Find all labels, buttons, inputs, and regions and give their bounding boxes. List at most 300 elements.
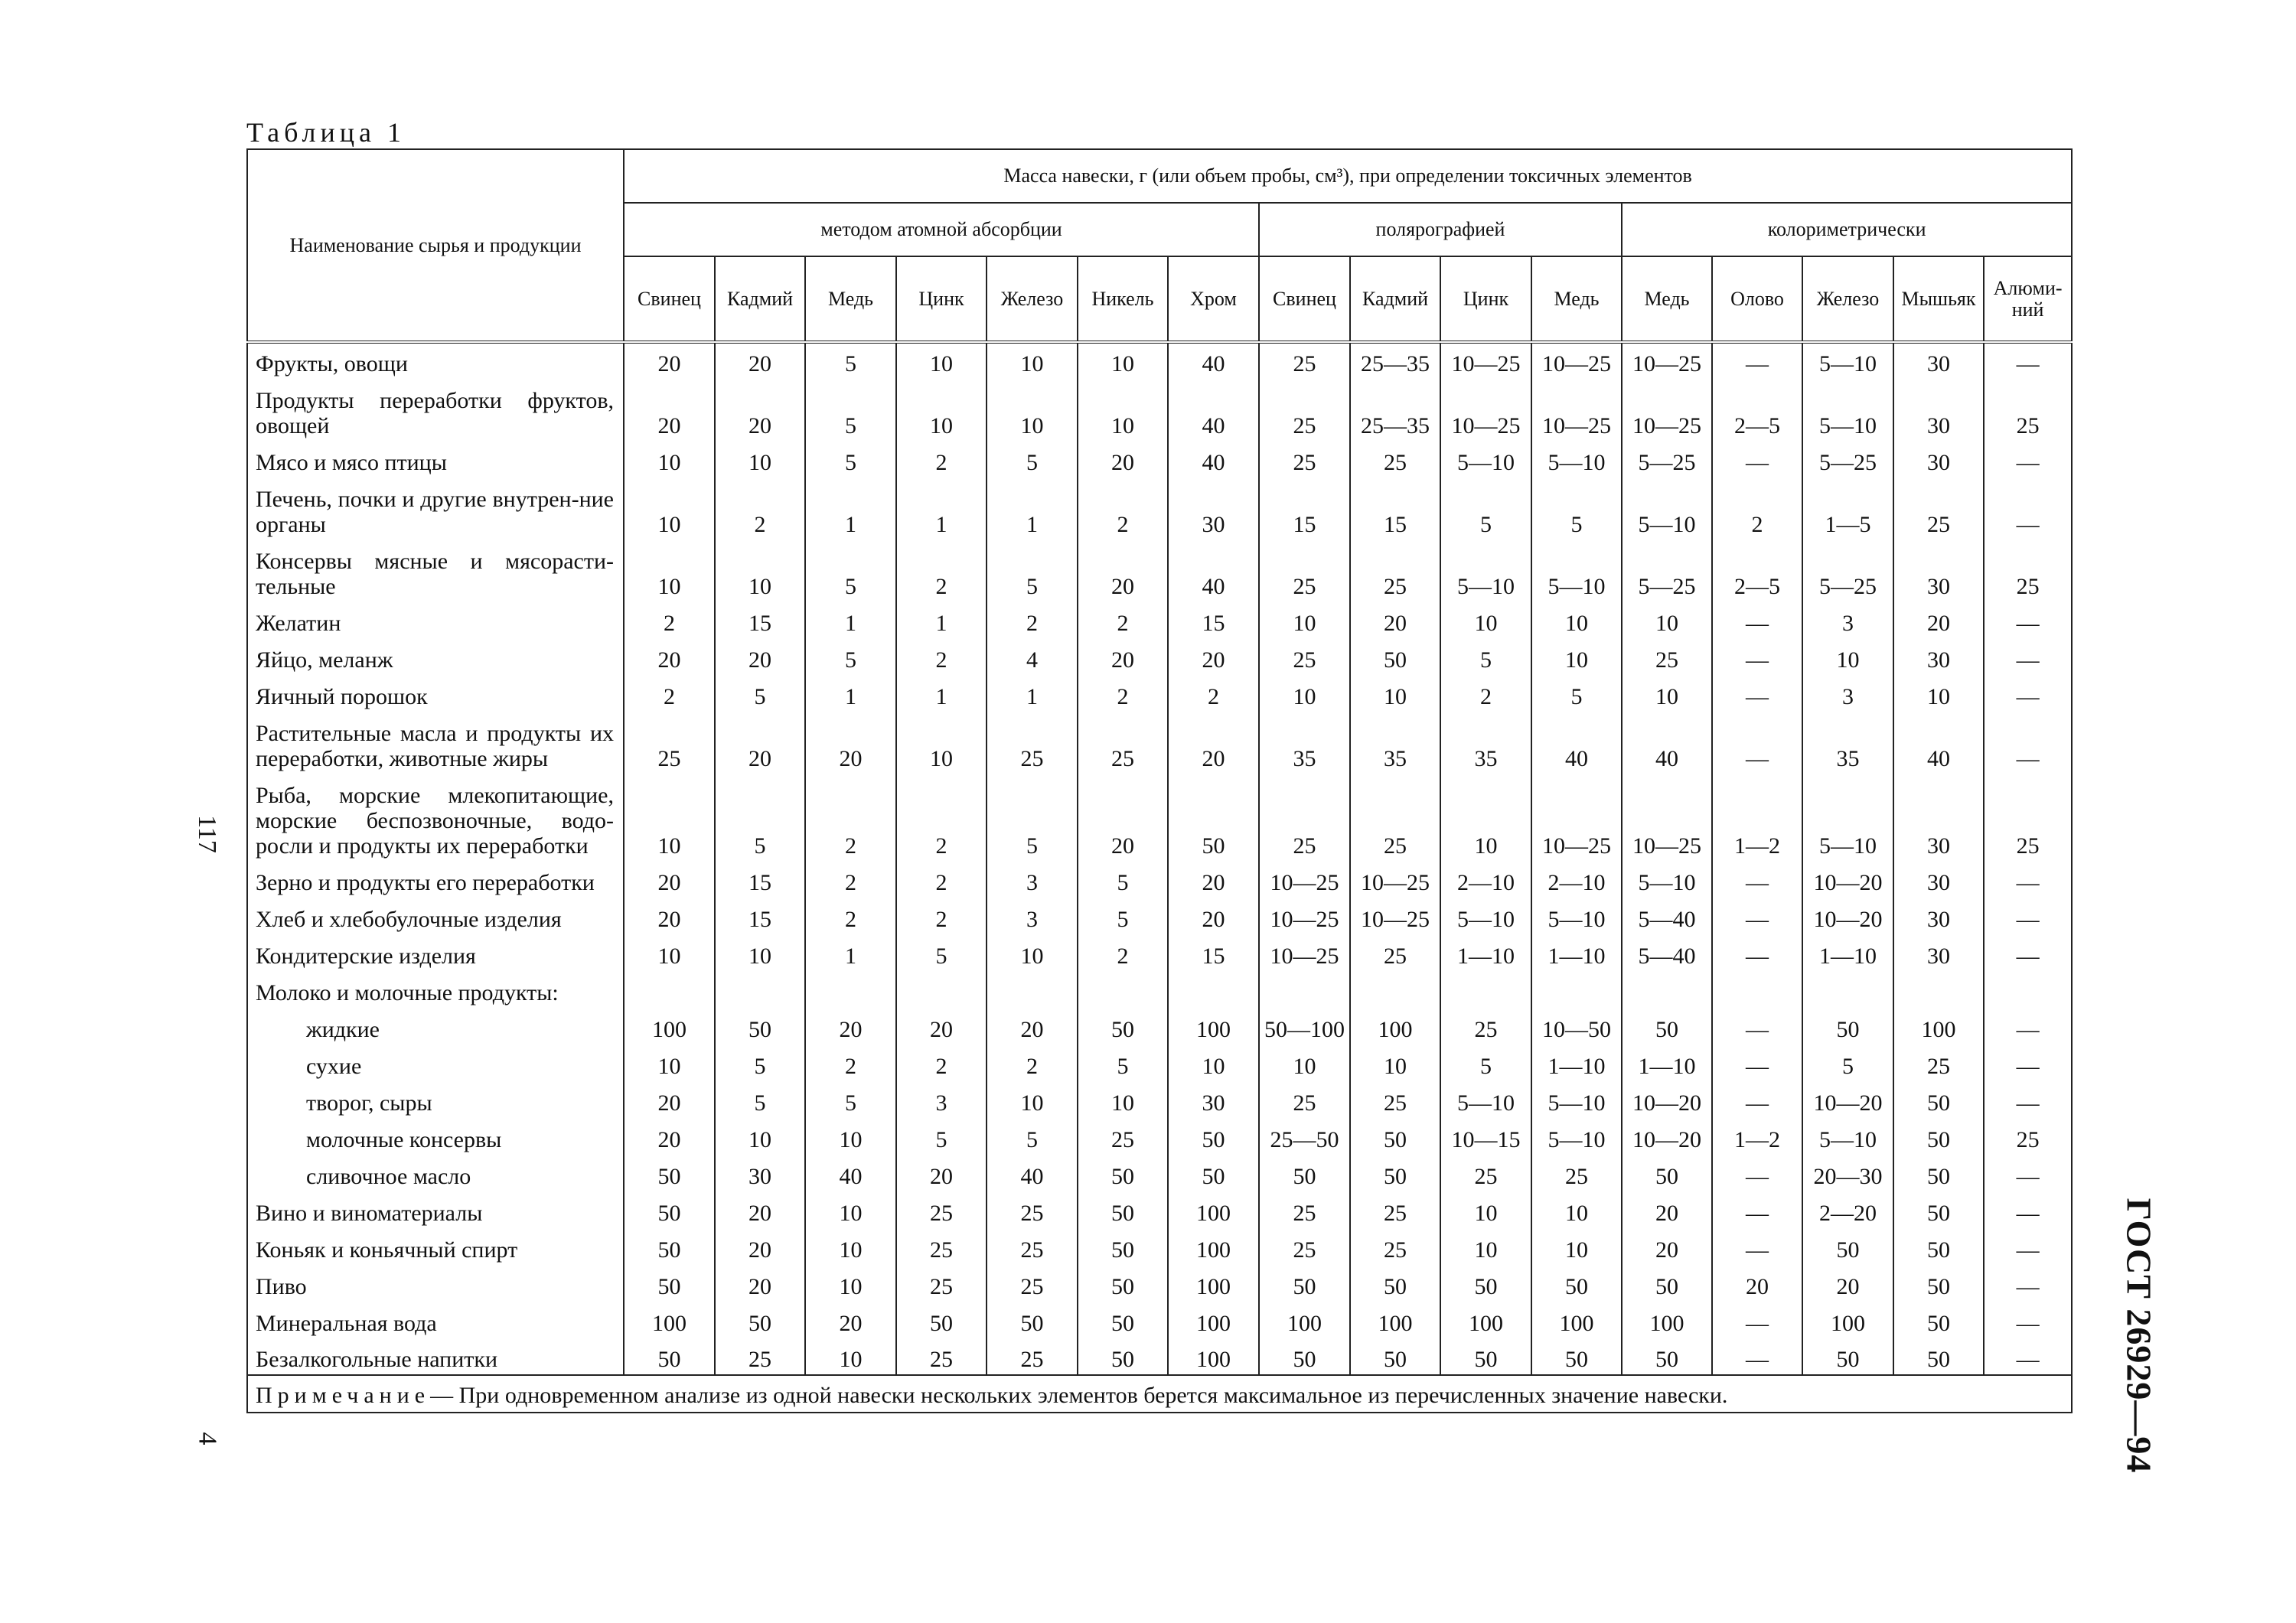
table-cell: 25	[896, 1338, 987, 1375]
table-cell: 100	[1802, 1302, 1893, 1338]
table-cell: 5	[987, 1118, 1078, 1155]
table-cell: 40	[805, 1155, 896, 1191]
row-name: Безалкогольные напитки	[247, 1338, 624, 1375]
table-cell: 10—25	[1531, 379, 1622, 441]
table-cell: 2	[805, 898, 896, 934]
table-cell: 25	[1984, 539, 2072, 601]
table-cell: 20	[715, 1265, 805, 1302]
table-cell: 10—25	[1259, 861, 1350, 898]
table-cell: 25	[624, 712, 715, 774]
table-row	[247, 1338, 2072, 1375]
table-cell: 50	[624, 1228, 715, 1265]
table-cell: 50	[1350, 1118, 1440, 1155]
table-cell: 1—10	[1531, 1045, 1622, 1081]
table-cell: 20	[805, 1008, 896, 1045]
table-cell: 25	[1259, 638, 1350, 675]
table-cell: 25	[987, 1265, 1078, 1302]
table-cell: 2	[896, 441, 987, 477]
table-note	[247, 1375, 2072, 1413]
table-cell: 35	[1802, 712, 1893, 774]
table-cell: 20	[1622, 1228, 1712, 1265]
table-cell: 1—2	[1712, 774, 1802, 861]
table-cell	[1984, 971, 2072, 1008]
table-row	[247, 1228, 2072, 1265]
table-cell: 100	[1168, 1228, 1259, 1265]
table-cell: 20	[896, 1155, 987, 1191]
table-cell: 10	[1259, 601, 1350, 638]
table-cell: 25	[987, 1228, 1078, 1265]
table-cell: 10	[1078, 379, 1168, 441]
table-cell: 10	[805, 1118, 896, 1155]
table-cell: 100	[1168, 1265, 1259, 1302]
header-column: Медь	[1531, 256, 1622, 342]
table-cell: 5	[715, 1045, 805, 1081]
table-cell: 25	[1259, 539, 1350, 601]
table-row	[247, 539, 2072, 601]
table-cell: 10	[1350, 675, 1440, 712]
table-cell: 15	[1350, 477, 1440, 539]
table-cell: 5	[805, 638, 896, 675]
table-cell: 1—10	[1440, 934, 1531, 971]
table-cell: 10—15	[1440, 1118, 1531, 1155]
table-cell: 5	[1802, 1045, 1893, 1081]
row-name: жидкие	[247, 1008, 624, 1045]
table-cell: 20	[624, 861, 715, 898]
table-cell	[1259, 971, 1350, 1008]
table-cell: 20	[1350, 601, 1440, 638]
table-cell: —	[1712, 712, 1802, 774]
table-cell: 100	[1168, 1302, 1259, 1338]
header-column: Алюми-ний	[1984, 256, 2072, 342]
table-cell: 15	[715, 601, 805, 638]
table-cell: —	[1712, 1008, 1802, 1045]
table-cell: 10	[1531, 601, 1622, 638]
table-cell: 10	[1078, 1081, 1168, 1118]
table-cell: 50	[1350, 1265, 1440, 1302]
table-row	[247, 1118, 2072, 1155]
table-cell: 10—25	[1350, 861, 1440, 898]
table-cell: 10	[624, 539, 715, 601]
table-cell: 25	[1259, 379, 1350, 441]
table-cell: 50	[624, 1155, 715, 1191]
table-cell: 1—10	[1531, 934, 1622, 971]
table-cell	[1802, 971, 1893, 1008]
row-name: Хлеб и хлебобулочные изделия	[247, 898, 624, 934]
table-cell: 100	[1259, 1302, 1350, 1338]
table-cell: 1—5	[1802, 477, 1893, 539]
row-name: Кондитерские изделия	[247, 934, 624, 971]
table-cell: 30	[1168, 477, 1259, 539]
table-cell: 20	[896, 1008, 987, 1045]
table-cell: 10	[1440, 1191, 1531, 1228]
table-cell: 5—25	[1802, 539, 1893, 601]
header-group-colorimetric: колориметрически	[1622, 203, 2072, 256]
table-cell: —	[1712, 934, 1802, 971]
table-cell: 1	[805, 477, 896, 539]
table-cell: 10—25	[1531, 774, 1622, 861]
table-cell: 30	[1893, 379, 1984, 441]
row-name: Зерно и продукты его переработки	[247, 861, 624, 898]
table-cell: 2	[715, 477, 805, 539]
table-cell: 25—50	[1259, 1118, 1350, 1155]
table-cell: 25	[896, 1191, 987, 1228]
table-cell	[1440, 971, 1531, 1008]
table-cell	[624, 971, 715, 1008]
row-name: Минеральная вода	[247, 1302, 624, 1338]
row-name: Фрукты, овощи	[247, 342, 624, 379]
table-cell: 2	[896, 539, 987, 601]
table-cell: 10	[1078, 342, 1168, 379]
header-column: Свинец	[624, 256, 715, 342]
row-name: Желатин	[247, 601, 624, 638]
table-cell: 25	[1531, 1155, 1622, 1191]
row-name: Консервы мясные и мясорасти-тельные	[247, 539, 624, 601]
table-cell: 1—10	[1622, 1045, 1712, 1081]
table-cell: 25	[1259, 1191, 1350, 1228]
table-cell: 10	[805, 1191, 896, 1228]
table-row	[247, 934, 2072, 971]
table-cell: 10	[1531, 638, 1622, 675]
table-cell: 100	[1168, 1338, 1259, 1375]
table-cell: 10	[715, 441, 805, 477]
table-row	[247, 638, 2072, 675]
table-cell: 50	[624, 1338, 715, 1375]
table-cell: —	[1712, 1081, 1802, 1118]
table-cell: 15	[1168, 934, 1259, 971]
table-cell: 25	[987, 1338, 1078, 1375]
table-row	[247, 675, 2072, 712]
table-cell: 5	[1440, 1045, 1531, 1081]
data-table	[246, 148, 2073, 1413]
table-cell: 5	[896, 934, 987, 971]
table-cell: 20	[715, 342, 805, 379]
row-name: Печень, почки и другие внутрен-ние органы	[247, 477, 624, 539]
table-cell: 30	[1893, 861, 1984, 898]
table-cell: —	[1712, 1302, 1802, 1338]
table-cell: 2	[896, 774, 987, 861]
row-name: Растительные масла и продукты их переработки, животные жиры	[247, 712, 624, 774]
table-cell: 40	[1622, 712, 1712, 774]
table-cell: —	[1984, 1338, 2072, 1375]
table-cell	[1893, 971, 1984, 1008]
table-cell: 10	[896, 379, 987, 441]
table-row	[247, 477, 2072, 539]
table-cell: 3	[987, 861, 1078, 898]
table-row	[247, 1081, 2072, 1118]
table-cell: 20	[715, 638, 805, 675]
table-cell: 5	[715, 675, 805, 712]
table-cell: 5—40	[1622, 934, 1712, 971]
table-cell: 30	[1893, 342, 1984, 379]
table-cell: 5—10	[1531, 539, 1622, 601]
table-cell: 100	[1350, 1302, 1440, 1338]
table-cell: 50	[1078, 1191, 1168, 1228]
table-cell: 2	[1712, 477, 1802, 539]
table-cell: 2	[896, 1045, 987, 1081]
table-cell: 50	[1893, 1155, 1984, 1191]
note-label: Примечание	[256, 1382, 431, 1408]
table-cell: 10	[987, 342, 1078, 379]
table-cell: 10—25	[1622, 774, 1712, 861]
table-cell: 50	[1440, 1338, 1531, 1375]
table-cell: 1	[805, 675, 896, 712]
table-cell: 50	[1168, 1155, 1259, 1191]
table-cell: 50	[1078, 1155, 1168, 1191]
table-row	[247, 379, 2072, 441]
table-caption: Таблица 1	[246, 117, 406, 148]
table-cell: 50	[1802, 1338, 1893, 1375]
table-cell: 25	[1350, 774, 1440, 861]
standard-designation: ГОСТ 26929—94	[2119, 1198, 2159, 1473]
table-cell: 5—10	[1802, 1118, 1893, 1155]
table-cell: 4	[987, 638, 1078, 675]
table-row	[247, 861, 2072, 898]
table-cell: 20	[715, 379, 805, 441]
row-name: сухие	[247, 1045, 624, 1081]
table-cell: 100	[624, 1008, 715, 1045]
table-cell: 5—10	[1622, 861, 1712, 898]
table-cell: 40	[1168, 342, 1259, 379]
table-row	[247, 774, 2072, 861]
table-cell: 10—25	[1622, 342, 1712, 379]
header-column: Кадмий	[715, 256, 805, 342]
table-cell: 10	[805, 1265, 896, 1302]
table-cell: 10	[1531, 1191, 1622, 1228]
table-cell: 25	[1350, 1228, 1440, 1265]
table-cell: 10	[715, 1118, 805, 1155]
table-cell: 50	[1622, 1265, 1712, 1302]
table-cell: 100	[1440, 1302, 1531, 1338]
table-cell: 5—10	[1531, 898, 1622, 934]
table-cell: —	[1984, 638, 2072, 675]
header-column: Свинец	[1259, 256, 1350, 342]
header-column: Олово	[1712, 256, 1802, 342]
table-cell: 5—10	[1802, 379, 1893, 441]
table-cell: 10	[1802, 638, 1893, 675]
table-cell: 30	[1893, 638, 1984, 675]
table-cell: 40	[1168, 441, 1259, 477]
table-cell: 2	[1440, 675, 1531, 712]
table-cell: —	[1984, 1045, 2072, 1081]
table-cell: 10—50	[1531, 1008, 1622, 1045]
header-top: Масса навески, г (или объем пробы, см³), при определении токсичных элементов	[624, 149, 2072, 203]
table-cell: 5	[1531, 477, 1622, 539]
table-cell: —	[1984, 1081, 2072, 1118]
table-cell: 10	[1893, 675, 1984, 712]
table-cell: 10	[805, 1228, 896, 1265]
table-cell: 10—25	[1622, 379, 1712, 441]
table-cell: —	[1712, 898, 1802, 934]
table-cell: —	[1712, 342, 1802, 379]
table-cell: 5	[805, 342, 896, 379]
table-cell: 10	[896, 712, 987, 774]
table-cell: 25	[1984, 379, 2072, 441]
table-cell	[1350, 971, 1440, 1008]
table-cell: 10	[715, 934, 805, 971]
table-cell: 10	[624, 1045, 715, 1081]
table-cell: 5—10	[1531, 1081, 1622, 1118]
table-cell: 25	[1259, 342, 1350, 379]
table-cell: 10—25	[1259, 898, 1350, 934]
header-group-atomic-absorption: методом атомной абсорбции	[624, 203, 1259, 256]
table-cell	[1078, 971, 1168, 1008]
table-cell: 2	[896, 638, 987, 675]
table-cell: 100	[1531, 1302, 1622, 1338]
table-cell: 50	[896, 1302, 987, 1338]
table-cell: 2	[805, 861, 896, 898]
table-cell: 2	[624, 601, 715, 638]
table-cell: 1	[896, 477, 987, 539]
table-cell: 25	[1984, 774, 2072, 861]
table-cell: 10	[1350, 1045, 1440, 1081]
table-cell: 2—5	[1712, 379, 1802, 441]
table-row	[247, 1302, 2072, 1338]
table-cell: 25	[1259, 774, 1350, 861]
table-cell: 20	[1168, 861, 1259, 898]
header-name-column: Наименование сырья и продукции	[247, 149, 624, 342]
table-cell: 5—10	[1531, 441, 1622, 477]
table-cell: 5—40	[1622, 898, 1712, 934]
page-number-top: 117	[193, 815, 221, 853]
table-cell: 50	[1168, 1118, 1259, 1155]
table-cell: 25	[1259, 1081, 1350, 1118]
table-cell: 50	[1078, 1338, 1168, 1375]
table-cell: 1	[896, 675, 987, 712]
table-cell: 5—10	[1802, 342, 1893, 379]
table-cell: 5—25	[1802, 441, 1893, 477]
table-cell: 20	[805, 712, 896, 774]
row-name: Молоко и молочные продукты:	[247, 971, 624, 1008]
table-cell: 5	[1440, 638, 1531, 675]
table-cell: 25—35	[1350, 342, 1440, 379]
table-cell: 5	[896, 1118, 987, 1155]
table-cell: 20	[715, 1191, 805, 1228]
table-cell: 40	[987, 1155, 1078, 1191]
table-cell: 40	[1168, 539, 1259, 601]
table-row	[247, 898, 2072, 934]
table-cell: 50	[1350, 638, 1440, 675]
table-cell: 5	[805, 379, 896, 441]
table-cell: 10—20	[1622, 1118, 1712, 1155]
table-cell: 15	[715, 861, 805, 898]
table-cell: 25	[1259, 441, 1350, 477]
table-row	[247, 1045, 2072, 1081]
table-cell: 10	[987, 1081, 1078, 1118]
table-cell: 10	[1440, 774, 1531, 861]
header-column: Железо	[1802, 256, 1893, 342]
table-cell: —	[1712, 1191, 1802, 1228]
table-cell: 30	[1893, 441, 1984, 477]
table-cell: 20	[1622, 1191, 1712, 1228]
table-cell: —	[1984, 934, 2072, 971]
table-cell: 50	[1168, 774, 1259, 861]
table-cell: 25	[1259, 1228, 1350, 1265]
table-cell: 50	[1350, 1155, 1440, 1191]
table-cell: 2	[987, 601, 1078, 638]
table-cell: 50	[1893, 1338, 1984, 1375]
table-cell: 50	[1078, 1008, 1168, 1045]
table-cell: —	[1984, 1155, 2072, 1191]
table-cell: 50	[1893, 1191, 1984, 1228]
table-cell: 40	[1893, 712, 1984, 774]
table-cell: 50	[1531, 1265, 1622, 1302]
table-cell: 10	[987, 379, 1078, 441]
table-cell: 25	[987, 712, 1078, 774]
table-cell: 10—25	[1531, 342, 1622, 379]
table-cell: 50	[1622, 1338, 1712, 1375]
note-row	[247, 1375, 2072, 1413]
table-cell	[1168, 971, 1259, 1008]
row-name: Яйцо, меланж	[247, 638, 624, 675]
table-cell: 5	[1440, 477, 1531, 539]
page-number-bottom: 4	[193, 1432, 221, 1445]
table-cell: —	[1712, 1155, 1802, 1191]
table-cell: 100	[624, 1302, 715, 1338]
table-cell: 5	[805, 1081, 896, 1118]
table-cell: 5	[1078, 861, 1168, 898]
table-cell: —	[1984, 1191, 2072, 1228]
table-cell: 10	[1622, 601, 1712, 638]
table-cell: —	[1984, 1302, 2072, 1338]
table-cell: 5—25	[1622, 539, 1712, 601]
table-cell: —	[1984, 1008, 2072, 1045]
table-cell: 1	[987, 675, 1078, 712]
table-cell: 3	[1802, 675, 1893, 712]
row-name: творог, сыры	[247, 1081, 624, 1118]
table-cell: 25	[1350, 934, 1440, 971]
table-cell: —	[1984, 861, 2072, 898]
table-cell: 5	[1531, 675, 1622, 712]
table-cell: 15	[715, 898, 805, 934]
table-cell: 25	[1350, 1081, 1440, 1118]
table-cell: 20	[805, 1302, 896, 1338]
table-cell: 50	[1893, 1118, 1984, 1155]
table-cell: 25—35	[1350, 379, 1440, 441]
table-cell: 35	[1350, 712, 1440, 774]
table-cell: 1	[896, 601, 987, 638]
table-cell: 50	[987, 1302, 1078, 1338]
table-cell: 2	[987, 1045, 1078, 1081]
table-cell: 25	[1893, 477, 1984, 539]
table-cell: —	[1984, 342, 2072, 379]
table-cell	[896, 971, 987, 1008]
table-cell: 100	[1893, 1008, 1984, 1045]
table-cell: 30	[1893, 539, 1984, 601]
table-cell: 10	[1259, 675, 1350, 712]
table-cell: 10—25	[1440, 379, 1531, 441]
table-cell: 2	[1078, 934, 1168, 971]
table-cell: 20	[624, 1118, 715, 1155]
table-cell: 10—20	[1622, 1081, 1712, 1118]
header-column: Мышьяк	[1893, 256, 1984, 342]
table-cell: 50	[1259, 1338, 1350, 1375]
table-cell: 50	[1622, 1008, 1712, 1045]
table-cell: 10	[624, 934, 715, 971]
table-cell: 20	[1893, 601, 1984, 638]
header-column: Хром	[1168, 256, 1259, 342]
table-cell: 5	[715, 774, 805, 861]
table-cell: 50	[1893, 1265, 1984, 1302]
table-cell: 20	[1712, 1265, 1802, 1302]
table-cell: 20	[624, 342, 715, 379]
table-cell: —	[1712, 1338, 1802, 1375]
table-cell: 2	[896, 861, 987, 898]
table-cell: 50	[1893, 1228, 1984, 1265]
table-row	[247, 1265, 2072, 1302]
table-cell: 10	[805, 1338, 896, 1375]
table-cell: 5—10	[1440, 898, 1531, 934]
table-cell: 25	[1893, 1045, 1984, 1081]
